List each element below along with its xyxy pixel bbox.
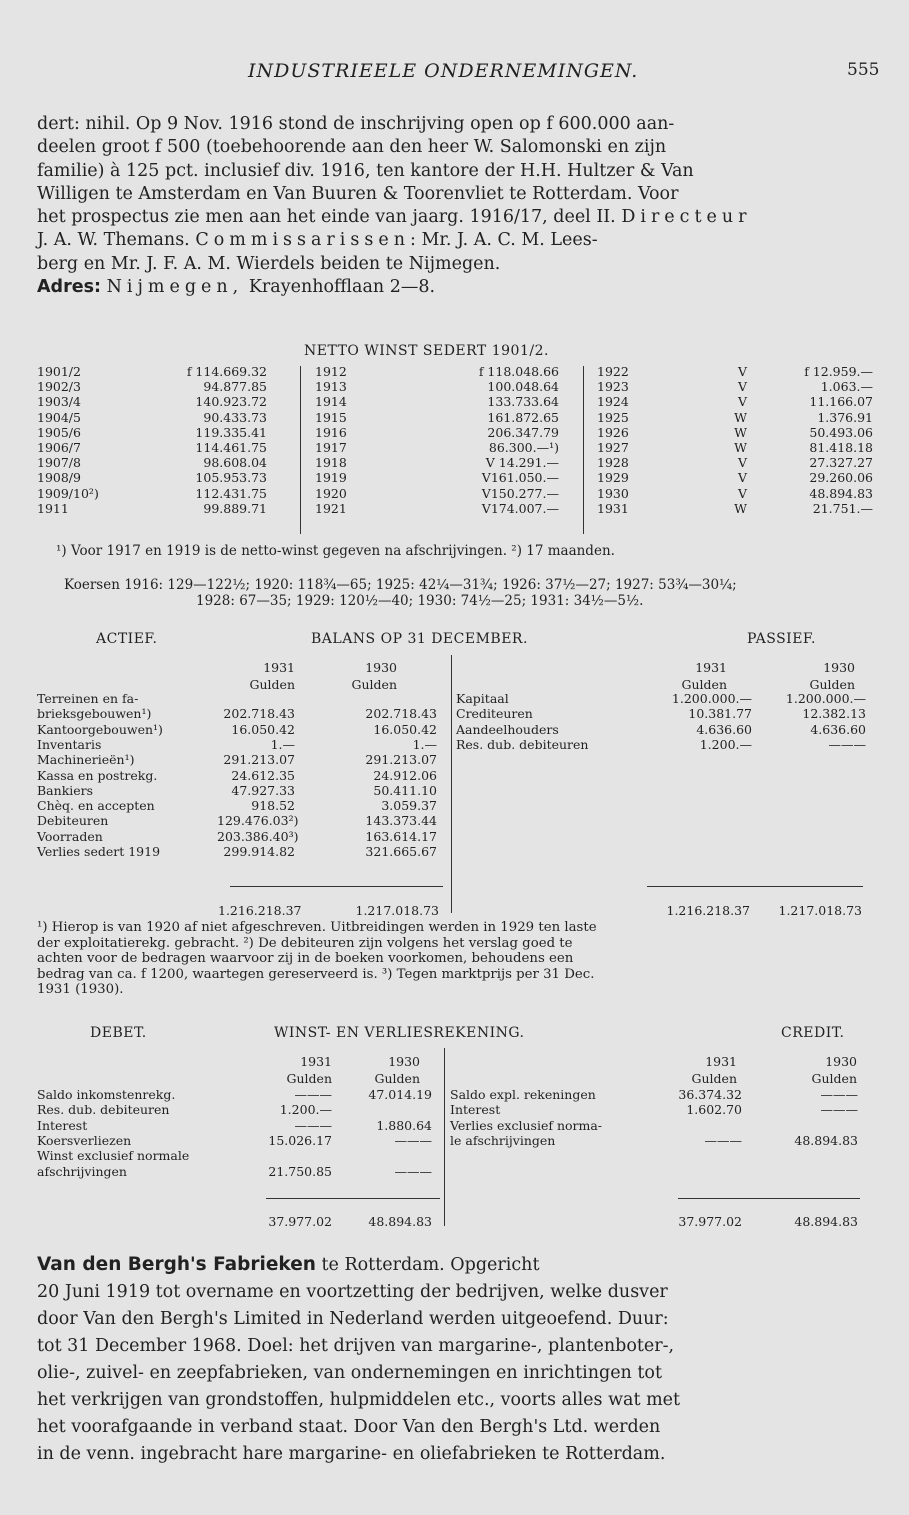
- table-cell: 48.894.83: [794, 1132, 858, 1148]
- table-cell: Winst exclusief normale: [37, 1148, 190, 1164]
- intro-line: Willigen te Amsterdam en Van Buuren & Toorenvliet te Rotterdam. Voor: [37, 183, 679, 204]
- table-cell: 1918: [315, 455, 347, 471]
- table-row: [315, 486, 570, 501]
- table-row: [37, 455, 267, 470]
- table-cell: W: [734, 424, 747, 440]
- table-row: [37, 394, 267, 409]
- table-cell: 24.612.35: [231, 767, 295, 783]
- table-row: [37, 410, 267, 425]
- table-row: [37, 1133, 441, 1148]
- table-cell: Aandeelhouders: [456, 721, 559, 737]
- table-cell: 206.347.79: [487, 424, 559, 440]
- table-cell: 202.718.43: [365, 706, 437, 722]
- table-row: [37, 829, 445, 844]
- table-cell: 1.063.—: [820, 379, 873, 395]
- table-cell: Kantoorgebouwen¹): [37, 721, 163, 737]
- table-row: [37, 1164, 441, 1179]
- table-row: [456, 706, 866, 721]
- table-cell: 1916: [315, 424, 347, 440]
- table-cell: 1.602.70: [686, 1102, 742, 1118]
- balans-ry2-head: 1930 Gulden: [809, 660, 855, 692]
- table-cell: 1911: [37, 500, 69, 516]
- table-cell: Saldo inkomstenrekg.: [37, 1087, 176, 1102]
- table-row: [37, 364, 267, 379]
- table-cell: 100.048.64: [487, 379, 559, 395]
- table-row: [37, 1102, 441, 1117]
- table-cell: V150.277.—: [481, 485, 559, 501]
- table-cell: afschrijvingen: [37, 1163, 127, 1179]
- table-cell: Inventaris: [37, 736, 102, 752]
- table-cell: 4.636.60: [696, 721, 752, 737]
- table-cell: 1903/4: [37, 394, 81, 410]
- table-cell: 36.374.32: [678, 1087, 742, 1102]
- winst-total-r2: 48.894.83: [794, 1214, 858, 1229]
- table-row: [37, 691, 445, 706]
- running-title: INDUSTRIEELE ONDERNEMINGEN.: [248, 60, 639, 82]
- directeur-label: Directeur: [621, 207, 752, 228]
- passief-label: PASSIEF.: [747, 631, 816, 647]
- balans-y2-head: 1930 Gulden: [351, 660, 397, 692]
- table-row: [37, 1118, 441, 1133]
- table-row: [37, 706, 445, 721]
- intro-line: het prospectus zie men aan het einde van jaarg. 1916/17, deel II. Directeur: [37, 207, 752, 228]
- intro-line: berg en Mr. J. F. A. M. Wierdels beiden te Nijmegen.: [37, 253, 501, 274]
- table-cell: 291.213.07: [365, 752, 437, 768]
- table-cell: ———: [828, 736, 866, 752]
- table-cell: W: [734, 409, 747, 425]
- table-cell: 86.300.—¹): [488, 440, 559, 455]
- table-cell: 129.476.03²): [217, 813, 299, 829]
- table-cell: 21.751.—: [812, 500, 873, 516]
- table-row: [450, 1087, 860, 1102]
- table-cell: 10.381.77: [688, 706, 752, 722]
- table-cell: 1.—: [412, 736, 437, 752]
- table-cell: 143.373.44: [365, 813, 437, 829]
- table-cell: 1902/3: [37, 379, 81, 395]
- table-cell: 299.914.82: [223, 844, 295, 859]
- table-cell: ———: [294, 1087, 332, 1102]
- netto-note: ¹) Voor 1917 en 1919 is de netto-winst gegeven na afschrijvingen. ²) 17 maanden.: [56, 543, 615, 559]
- table-cell: Verlies exclusief norma-: [450, 1117, 603, 1133]
- table-cell: V161.050.—: [481, 470, 559, 486]
- table-row: [315, 440, 570, 455]
- netto-title: NETTO WINST SEDERT 1901/2.: [304, 343, 549, 359]
- table-cell: 16.050.42: [231, 721, 295, 737]
- table-cell: 1929: [597, 470, 629, 486]
- table-row: [37, 813, 445, 828]
- page-number: 555: [847, 60, 880, 80]
- table-row: [315, 470, 570, 485]
- table-cell: V174.007.—: [481, 500, 559, 516]
- table-cell: 47.927.33: [231, 782, 295, 798]
- intro-line: dert: nihil. Op 9 Nov. 1916 stond de inschrijving open op f 600.000 aan-: [37, 114, 675, 134]
- table-cell: 114.461.75: [195, 440, 267, 455]
- balans-total-r2: 1.217.018.73: [778, 903, 862, 918]
- table-row: [315, 425, 570, 440]
- commissarissen-label: Commissarissen: [195, 230, 410, 251]
- balans-total-r1: 1.216.218.37: [666, 903, 750, 918]
- table-cell: 1927: [597, 440, 629, 455]
- table-cell: 321.665.67: [365, 844, 437, 859]
- table-cell: W: [734, 500, 747, 516]
- winst-title: WINST- EN VERLIESREKENING.: [274, 1025, 525, 1041]
- winst-total-l1: 37.977.02: [268, 1214, 332, 1229]
- table-row: [597, 486, 873, 501]
- table-row: [597, 379, 873, 394]
- table-row: [597, 364, 873, 379]
- table-row: [450, 1133, 860, 1148]
- table-cell: Interest: [37, 1117, 88, 1133]
- balans-ry1-head: 1931 Gulden: [681, 660, 727, 692]
- table-cell: Voorraden: [37, 828, 103, 844]
- table-cell: 1.200.000.—: [671, 691, 752, 706]
- table-cell: Terreinen en fa-: [37, 691, 139, 706]
- table-cell: f 12.959.—: [804, 364, 873, 379]
- table-row: [456, 737, 866, 752]
- address-line: [37, 276, 877, 299]
- table-cell: 119.335.41: [195, 424, 267, 440]
- balans-title: BALANS OP 31 DECEMBER.: [311, 631, 528, 647]
- table-row: [597, 410, 873, 425]
- table-cell: 47.014.19: [368, 1087, 432, 1102]
- table-cell: 1904/5: [37, 409, 81, 425]
- table-cell: V: [737, 470, 747, 486]
- table-cell: V: [737, 455, 747, 471]
- table-cell: 1924: [597, 394, 629, 410]
- table-cell: 24.912.06: [373, 767, 437, 783]
- table-cell: ———: [820, 1102, 858, 1118]
- intro-paragraph: [37, 113, 877, 299]
- balans-total-l2: 1.217.018.73: [355, 903, 439, 918]
- table-row: [315, 364, 570, 379]
- winst-ry2-head: 1930 Gulden: [811, 1054, 857, 1086]
- table-row: [315, 501, 570, 516]
- table-row: [37, 425, 267, 440]
- table-cell: Res. dub. debiteuren: [37, 1102, 170, 1118]
- table-cell: 1913: [315, 379, 347, 395]
- table-cell: 1915: [315, 409, 347, 425]
- table-row: [456, 691, 866, 706]
- table-cell: 15.026.17: [268, 1132, 332, 1148]
- table-cell: W: [734, 440, 747, 455]
- table-cell: le afschrijvingen: [450, 1132, 556, 1148]
- table-cell: 94.877.85: [203, 379, 267, 395]
- table-row: [37, 1087, 441, 1102]
- table-row: [315, 379, 570, 394]
- table-cell: 4.636.60: [810, 721, 866, 737]
- koersen: Koersen 1916: 129—122½; 1920: 118¾—65; 1925: 42¼—31¾; 1926: 37½—27; 1927: 53¾—30¼; 1928: 67—35; 1929: 120½—40; 1930: 74½—25; 1931: 34½—5½.: [64, 577, 737, 609]
- table-cell: 1901/2: [37, 364, 81, 379]
- table-cell: 11.166.07: [809, 394, 873, 410]
- table-cell: V 14.291.—: [485, 455, 559, 471]
- table-cell: Saldo expl. rekeningen: [450, 1087, 596, 1102]
- table-row: [37, 470, 267, 485]
- table-cell: 1920: [315, 485, 347, 501]
- table-cell: 918.52: [251, 798, 295, 814]
- table-row: [597, 470, 873, 485]
- table-cell: Verlies sedert 1919: [37, 844, 161, 859]
- intro-line: J. A. W. Themans. Commissarissen: Mr. J. A. C. M. Lees-: [37, 230, 598, 251]
- table-cell: 1921: [315, 500, 347, 516]
- table-cell: 291.213.07: [223, 752, 295, 768]
- table-cell: 3.059.37: [381, 798, 437, 814]
- table-cell: 1.880.64: [376, 1117, 432, 1133]
- table-cell: V: [737, 485, 747, 501]
- table-row: [37, 722, 445, 737]
- table-cell: 1930: [597, 485, 629, 501]
- table-cell: 202.718.43: [223, 706, 295, 722]
- table-cell: V: [737, 379, 747, 395]
- table-cell: 1908/9: [37, 470, 81, 486]
- table-cell: 81.418.18: [809, 440, 873, 455]
- table-cell: 16.050.42: [373, 721, 437, 737]
- table-row: [450, 1118, 860, 1133]
- actief-label: ACTIEF.: [96, 631, 158, 647]
- table-cell: 1.200.—: [699, 736, 752, 752]
- table-row: [37, 752, 445, 767]
- table-cell: Interest: [450, 1102, 501, 1118]
- table-cell: f 118.048.66: [478, 364, 559, 379]
- table-row: [597, 440, 873, 455]
- table-cell: Chèq. en accepten: [37, 798, 155, 814]
- table-cell: ———: [704, 1132, 742, 1148]
- table-row: [37, 783, 445, 798]
- table-cell: Machinerieën¹): [37, 752, 135, 768]
- address-label: Adres:: [37, 277, 101, 298]
- table-cell: ———: [394, 1163, 432, 1179]
- table-cell: ———: [294, 1117, 332, 1133]
- table-cell: 161.872.65: [487, 409, 559, 425]
- table-row: [37, 768, 445, 783]
- table-cell: V: [737, 394, 747, 410]
- table-cell: brieksgebouwen¹): [37, 706, 152, 722]
- intro-line: deelen groot f 500 (toebehoorende aan den heer W. Salomonski en zijn: [37, 137, 667, 158]
- table-row: [37, 486, 267, 501]
- table-cell: 112.431.75: [195, 485, 267, 501]
- table-row: [37, 1148, 441, 1163]
- table-cell: V: [737, 364, 747, 379]
- table-cell: 163.614.17: [365, 828, 437, 844]
- table-cell: 140.923.72: [195, 394, 267, 410]
- table-row: [37, 440, 267, 455]
- table-cell: 99.889.71: [203, 500, 267, 516]
- table-cell: 29.260.06: [809, 470, 873, 486]
- table-cell: 1912: [315, 364, 347, 379]
- balans-total-l1: 1.216.218.37: [218, 903, 302, 918]
- table-cell: 105.953.73: [195, 470, 267, 486]
- table-row: [37, 379, 267, 394]
- winst-ry1-head: 1931 Gulden: [691, 1054, 737, 1086]
- table-cell: 1.200.—: [279, 1102, 332, 1118]
- table-cell: Crediteuren: [456, 706, 533, 722]
- table-cell: 1907/8: [37, 455, 81, 471]
- table-row: [315, 410, 570, 425]
- table-row: [597, 501, 873, 516]
- table-cell: 50.493.06: [809, 424, 873, 440]
- winst-y2-head: 1930 Gulden: [374, 1054, 420, 1086]
- table-cell: 1926: [597, 424, 629, 440]
- table-cell: 90.433.73: [203, 409, 267, 425]
- table-cell: 98.608.04: [203, 455, 267, 471]
- table-cell: 1928: [597, 455, 629, 471]
- table-cell: 21.750.85: [268, 1163, 332, 1179]
- table-cell: Debiteuren: [37, 813, 109, 829]
- table-row: [37, 501, 267, 516]
- table-row: [37, 844, 445, 859]
- address-street: Krayenhofflaan 2—8.: [248, 277, 436, 298]
- table-cell: ———: [394, 1132, 432, 1148]
- table-row: [597, 425, 873, 440]
- winst-y1-head: 1931 Gulden: [286, 1054, 332, 1086]
- table-cell: 1925: [597, 409, 629, 425]
- winst-total-r1: 37.977.02: [678, 1214, 742, 1229]
- table-cell: 1923: [597, 379, 629, 395]
- credit-label: CREDIT.: [781, 1025, 845, 1041]
- table-cell: 1.200.000.—: [785, 691, 866, 706]
- table-cell: f 114.669.32: [186, 364, 267, 379]
- table-row: [37, 798, 445, 813]
- vdb-paragraph: Van den Bergh's Fabrieken te Rotterdam. Opgericht 20 Juni 1919 tot overname en voortzetting der bedrijven, welke dusver door Van den Bergh's Limited in Nederland werden uitgeoefend. Duur: tot 31 December 1968. Doel: het drijven van margarine-, plantenboter-, olie-, zuivel- en zeepfabrieken, van ondernemingen en inrichtingen tot het verkrijgen van grondstoffen, hulpmiddelen etc., voorts alles wat met het voorafgaande in verband staat. Door Van den Bergh's Ltd. werden in de venn. ingebracht hare margarine- en oliefabrieken te Rotterdam.: [37, 1254, 681, 1464]
- table-cell: 27.327.27: [809, 455, 873, 471]
- table-row: [315, 394, 570, 409]
- company-name: Van den Bergh's Fabrieken: [37, 1254, 316, 1275]
- table-cell: 1914: [315, 394, 347, 410]
- table-cell: 50.411.10: [373, 782, 437, 798]
- table-cell: 12.382.13: [802, 706, 866, 722]
- table-cell: 1.376.91: [817, 409, 873, 425]
- balans-y1-head: 1931 Gulden: [249, 660, 295, 692]
- table-cell: Bankiers: [37, 782, 94, 798]
- table-cell: 133.733.64: [487, 394, 559, 410]
- debet-label: DEBET.: [90, 1025, 147, 1041]
- table-cell: 1922: [597, 364, 629, 379]
- table-row: [456, 722, 866, 737]
- table-cell: 1919: [315, 470, 347, 486]
- table-cell: 48.894.83: [809, 485, 873, 501]
- table-row: [315, 455, 570, 470]
- table-cell: 1931: [597, 500, 629, 516]
- table-cell: Koersverliezen: [37, 1132, 132, 1148]
- table-cell: 1905/6: [37, 424, 81, 440]
- table-cell: Kapitaal: [456, 691, 509, 706]
- table-row: [597, 455, 873, 470]
- table-cell: Res. dub. debiteuren: [456, 736, 589, 752]
- table-cell: Kassa en postrekg.: [37, 767, 158, 783]
- table-cell: 203.386.40³): [217, 828, 299, 844]
- table-row: [450, 1102, 860, 1117]
- table-cell: 1917: [315, 440, 347, 455]
- balans-notes: ¹) Hierop is van 1920 af niet afgeschreven. Uitbreidingen werden in 1929 ten laste der exploitatierekg. gebracht. ²) De debiteuren zijn volgens het verslag goed te achten voor de bedragen waarvoor zij in de boeken voorkomen, behoudens een bedrag van ca. f 1200, waartegen gereserveerd is. ³) Tegen marktprijs per 31 Dec. 1931 (1930).: [37, 920, 597, 997]
- table-cell: ———: [820, 1087, 858, 1102]
- address-city: Nijmegen,: [106, 277, 244, 298]
- table-row: [597, 394, 873, 409]
- table-cell: 1909/10²): [37, 485, 99, 501]
- table-cell: 1.—: [270, 736, 295, 752]
- table-cell: 1906/7: [37, 440, 81, 455]
- intro-line: familie) à 125 pct. inclusief div. 1916, ten kantore der H.H. Hultzer & Van: [37, 160, 694, 181]
- table-row: [37, 737, 445, 752]
- winst-total-l2: 48.894.83: [368, 1214, 432, 1229]
